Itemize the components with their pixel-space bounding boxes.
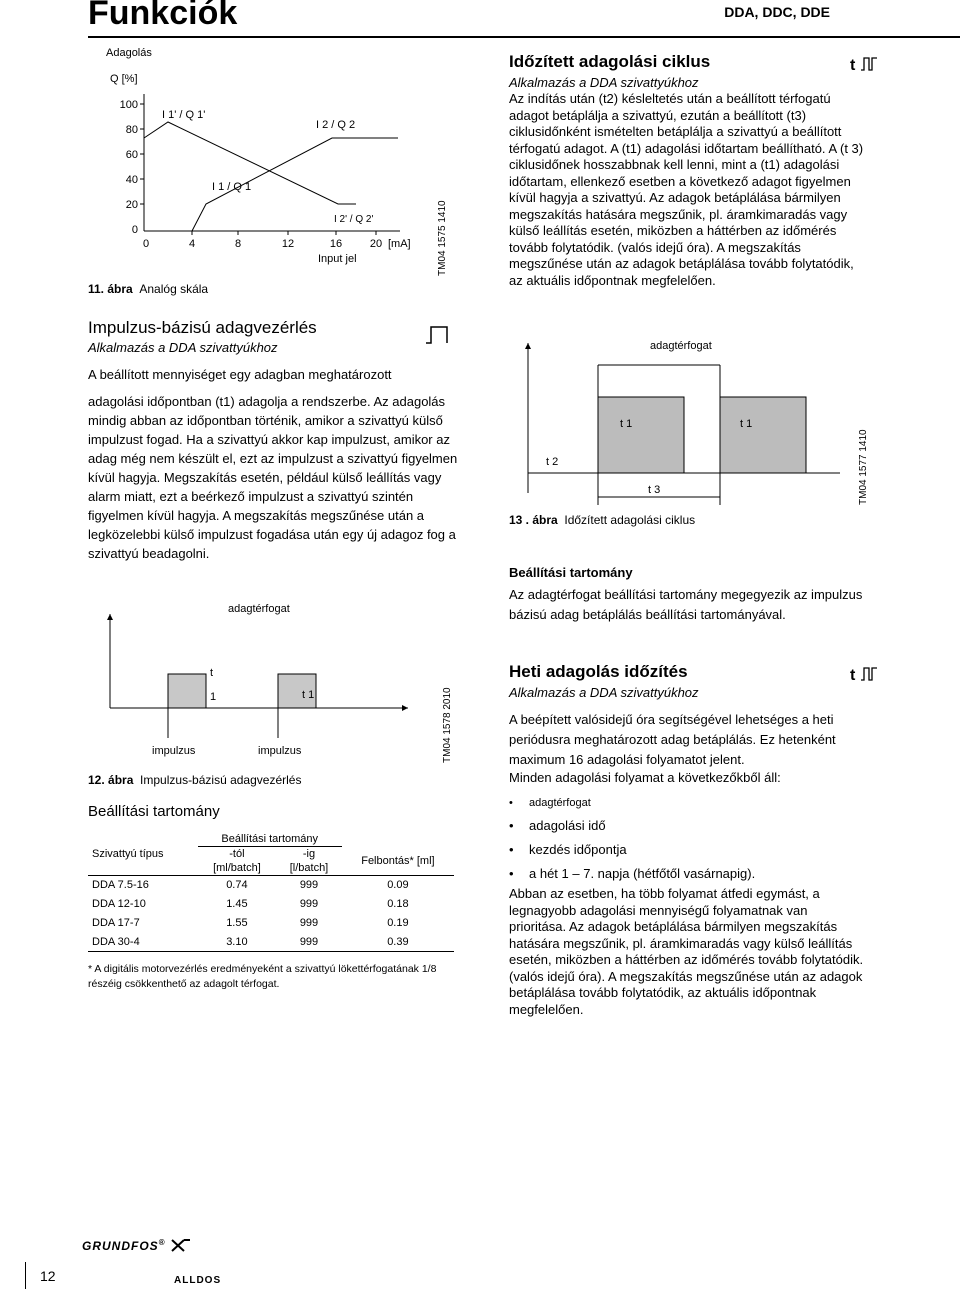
t-label: t xyxy=(210,667,214,679)
t1-label: t 1 xyxy=(740,418,753,430)
impulse-label-2: impulzus xyxy=(258,745,302,757)
volume-label: adagtérfogat xyxy=(228,603,290,615)
range-table-wrap xyxy=(88,832,454,952)
col-from: -tól xyxy=(229,848,245,860)
t1-label: t 1 xyxy=(302,689,315,701)
figure-12-code: TM04 1578 2010 xyxy=(442,687,453,763)
model-list: DDA, DDC, DDE xyxy=(724,4,830,20)
volume-axis-arrow xyxy=(107,614,113,620)
figure-analog-scale xyxy=(88,44,468,304)
weekly-bullet-list xyxy=(509,797,865,887)
timed-cycle-icon: t xyxy=(850,56,878,75)
dose-block-1 xyxy=(598,397,684,473)
table-row: DDA 17-7 1.55 999 0.19 xyxy=(92,917,409,929)
pulse-intro: A beállított mennyiséget egy adagban meghatározott xyxy=(88,367,392,382)
t1-label: t 1 xyxy=(620,418,633,430)
pulse-dosing-diagram xyxy=(100,590,430,760)
timed-section-title: Időzített adagolási ciklus xyxy=(509,52,711,71)
t3-label: t 3 xyxy=(648,484,661,496)
volume-axis-arrow xyxy=(525,343,531,349)
label-i2: I 2 / Q 2 xyxy=(316,119,356,131)
y-tick: 80 xyxy=(125,124,138,136)
x-tick: 20 xyxy=(369,238,383,250)
volume-label: adagtérfogat xyxy=(650,340,712,352)
pulse-section-title: Impulzus-bázisú adagvezérlés xyxy=(88,318,317,337)
col-to-unit: [l/batch] xyxy=(289,862,329,874)
group-header: Beállítási tartomány xyxy=(198,832,342,847)
weekly-paragraph-1: A beépített valósidejű óra segítségével lehetséges a heti periódusra meghatározott adag betáplálás. Ez hetenként maximum 16 adagolási folyamatot jelent. xyxy=(509,712,836,767)
x-label: Input jel xyxy=(318,253,357,265)
analog-scale-chart xyxy=(88,44,468,304)
dose-block-1 xyxy=(168,674,206,708)
label-i1p: I 1' / Q 1' xyxy=(162,109,206,121)
dose-block-2 xyxy=(720,397,806,473)
t2-label: t 2 xyxy=(546,456,559,468)
figure-11-code: TM04 1575 1410 xyxy=(437,200,448,276)
y-unit: Q [%] xyxy=(110,73,138,85)
list-item: • adagolási idő xyxy=(509,818,865,833)
y-title: Adagolás xyxy=(106,47,152,59)
label-i1: I 1 / Q 1 xyxy=(212,181,252,193)
page-title: Funkciók xyxy=(88,0,238,32)
time-axis-arrow xyxy=(402,705,408,711)
table-row: DDA 12-10 1.45 999 0.18 xyxy=(92,898,409,910)
header-divider xyxy=(88,36,960,38)
y-tick: 100 xyxy=(119,99,138,111)
y-tick: 40 xyxy=(125,174,138,186)
y-tick: 60 xyxy=(125,149,138,161)
footer-divider xyxy=(25,1262,26,1289)
figure-13-code: TM04 1577 1410 xyxy=(858,429,869,505)
weekly-subtitle: Alkalmazás a DDA szivattyúkhoz xyxy=(509,685,699,700)
range-table xyxy=(88,832,454,952)
label-i2p: I 2' / Q 2' xyxy=(334,214,374,225)
timed-dosing-diagram xyxy=(510,325,855,510)
x-tick: 12 xyxy=(281,238,295,250)
col-from-unit: [ml/batch] xyxy=(213,862,261,874)
range2-section-title: Beállítási tartomány xyxy=(509,565,633,580)
y-tick: 20 xyxy=(125,199,138,211)
alldos-logo: ALLDOS xyxy=(174,1275,222,1286)
x-tick: 4 xyxy=(188,238,196,250)
table-row: DDA 30-4 3.10 999 0.39 xyxy=(88,933,454,952)
range-section-title: Beállítási tartomány xyxy=(88,803,220,820)
pulse-paragraph: adagolási időpontban (t1) adagolja a rendszerbe. Az adagolás mindig abban az időpontban történik, amikor a szivattyú külső impulzust fogad. Ha a szivattyú akkor kap impulzust, amikor az adag még nem készült el, ezt az impulzust a szivattyú figyelmen kívül hagyja. Megszakítás esetén, például külső leállítás vagy alarm miatt, ezt a beérkező impulzust a szivattyú szintén figyelmen kívül hagyja. A megszakítás megszűnése után a legközelebbi külső impulzust fogadása után egy új adagoz fog a szivattyú beadagolni. xyxy=(88,394,458,561)
figure-13-caption: 13 . ábra Időzített adagolási ciklus xyxy=(509,513,696,527)
y-tick: 0 xyxy=(131,224,138,236)
col-resolution: Felbontás* [ml] xyxy=(361,854,435,867)
table-row: DDA 7.5-16 0.74 999 0.09 xyxy=(92,879,409,892)
col-type: Szivattyú típus xyxy=(92,847,164,860)
weekly-timer-icon: t xyxy=(850,666,878,685)
list-item: • a hét 1 – 7. napja (hétfőtől vasárnapig). xyxy=(509,866,865,881)
weekly-paragraph-3: Abban az esetben, ha több folyamat átfedi egymást, a legnagyobb adagolási mennyiségű folyamatnak van prioritása. Az adagok betáplálása bármilyen megszakítás hatására megszűnik, pl. áramkimaradás vagy külső leállítás esetén, miközben a háttérben az időmérés tovább folytatódik. (valós idejű óra). A megszakítás megszűnése után az adagok betáplálása tovább folytatódik, az aktuális időpontnak megfelelően. xyxy=(509,886,864,1017)
weekly-section-title: Heti adagolás időzítés xyxy=(509,662,688,681)
timed-paragraph: Az indítás után (t2) késleltetés után a beállított térfogatú adagot betáplálja a szivattyú, ezután a beállított (t3) ciklusidőnként ismételten betáplálja a szivattyú a beállított térfogatú adagot. A (t1) adagolási időtartam beállítható. A (t 3) ciklusidőnek hosszabbnak kell lenni, mint a (t1) adagolási időtartam, ellenkező esetben a következő adagot figyelmen kívül hagyja a szivattyú. Az adagok betáplálása bármilyen megszakítás hatására megszűnik, pl. áramkimaradás vagy külső leállítás esetén, miközben a háttérben az időmérés tovább folytatódik. (valós idejű óra). A megszakítás megszűnése után az adagok betáplálása tovább folytatódik, az aktuális időpontnak megfelelően. xyxy=(509,91,864,288)
x-tick: 8 xyxy=(234,238,242,250)
x-tick: 16 xyxy=(329,238,343,250)
figure-11-caption: 11. ábra Analóg skála xyxy=(88,282,209,296)
range2-paragraph: Az adagtérfogat beállítási tartomány megegyezik az impulzus bázisú adag betáplálás beállítási tartományával. xyxy=(509,587,863,622)
range-footnote: * A digitális motorvezérlés eredményeként a szivattyú lökettérfogatának 1/8 részéig csökkenthető az adagolt térfogat. xyxy=(88,963,437,990)
grundfos-logo: GRUNDFOS® xyxy=(82,1238,192,1253)
list-item: • kezdés időpontja xyxy=(509,842,865,857)
pulse-subtitle: Alkalmazás a DDA szivattyúkhoz xyxy=(88,340,278,355)
figure-12-caption: 12. ábra Impulzus-bázisú adagvezérlés xyxy=(88,773,302,787)
grundfos-symbol-icon xyxy=(170,1238,192,1252)
x-tick: 0 xyxy=(142,238,150,250)
timed-subtitle: Alkalmazás a DDA szivattyúkhoz xyxy=(509,75,699,90)
x-unit: [mA] xyxy=(388,238,411,250)
pulse-icon xyxy=(425,325,453,345)
col-to: -ig xyxy=(302,848,316,860)
impulse-label-1: impulzus xyxy=(152,745,196,757)
page-number: 12 xyxy=(40,1268,56,1284)
t-subscript: 1 xyxy=(210,691,217,703)
list-item: • adagtérfogat xyxy=(509,797,865,809)
weekly-paragraph-2: Minden adagolási folyamat a következőkből áll: xyxy=(509,770,781,785)
